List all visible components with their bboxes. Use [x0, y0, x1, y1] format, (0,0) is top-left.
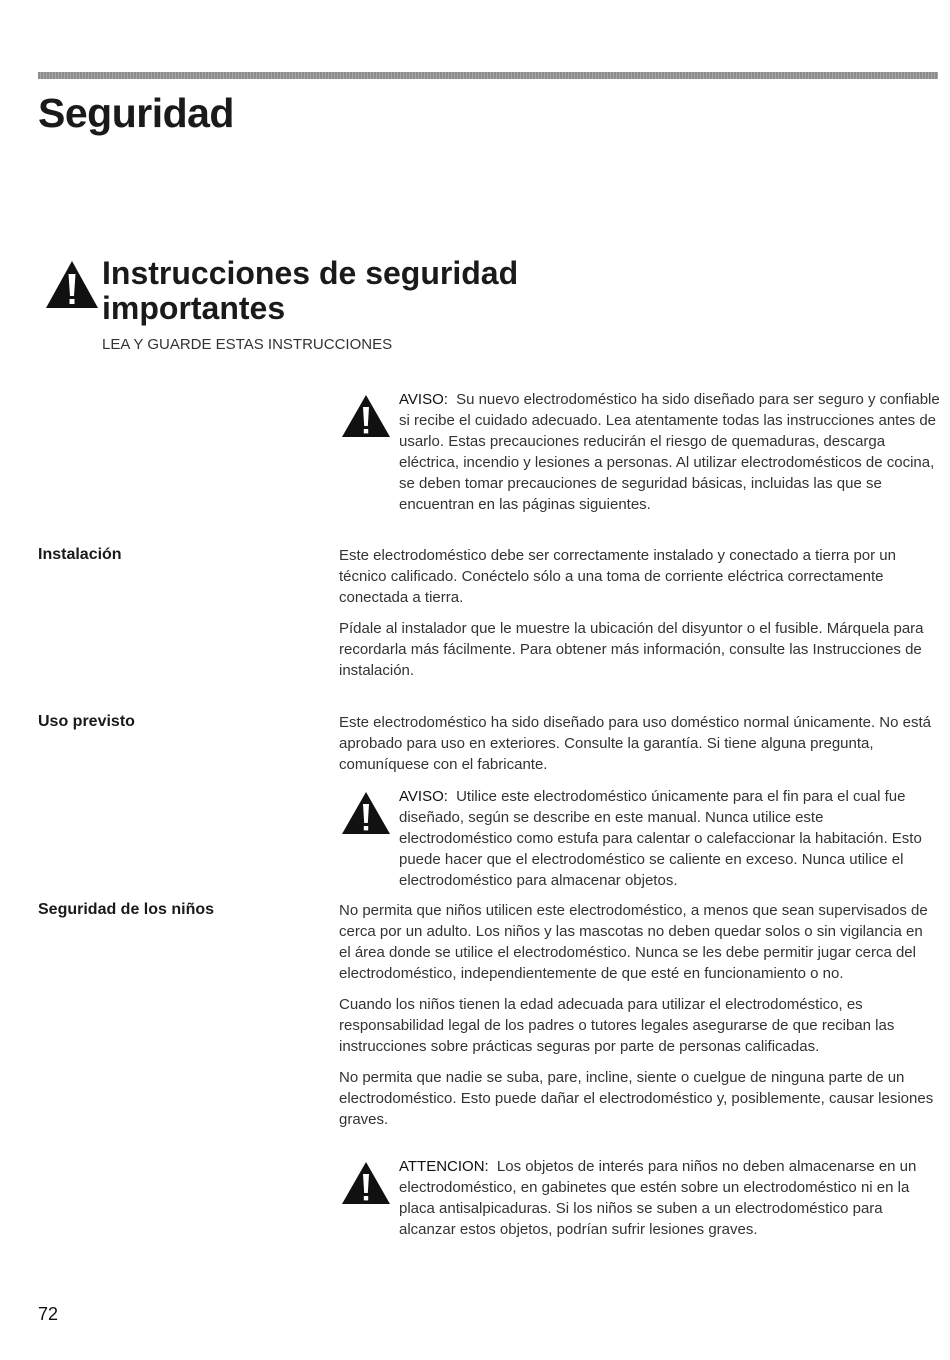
section-subtitle: LEA Y GUARDE ESTAS INSTRUCCIONES	[102, 336, 393, 353]
warning-intro	[340, 389, 940, 515]
warning-text	[399, 1156, 940, 1240]
paragraph: No permita que niños utilicen este electrodoméstico, a menos que sean supervisados de cerca por un adulto. Los niños y las mascotas no deben quedar solos o sin vigilancia en el área donde se utilice el electrodoméstico. Nunca se les debe permitir jugar cerca del electrodoméstico, independientemente de que esté en funcionamiento o no.	[339, 902, 928, 982]
page-title: Seguridad	[38, 90, 234, 136]
paragraph: Cuando los niños tienen la edad adecuada para utilizar el electrodoméstico, es responsabilidad legal de los padres o tutores legales asegurarse de que reciban las instrucciones sobre prácticas seguras por parte de personas calificadas.	[339, 996, 895, 1055]
warning-label: AVISO:	[399, 788, 448, 805]
child-safety-text	[339, 900, 934, 1140]
paragraph: No permita que nadie se suba, pare, incline, siente o cuelgue de ninguna parte de un electrodoméstico. Esto puede dañar el electrodoméstico y, posiblemente, causar lesiones graves.	[339, 1069, 934, 1128]
section-title: Instrucciones de seguridad importantes	[102, 255, 519, 326]
warning-label: AVISO:	[399, 391, 448, 408]
page-number: 72	[38, 1304, 59, 1324]
warning-child-safety	[340, 1156, 940, 1240]
warning-label: ATTENCION:	[399, 1158, 489, 1175]
warning-body: Utilice este electrodoméstico únicamente para el fin para el cual fue diseñado, según se describe en este manual. Nunca utilice este electrodoméstico como estufa para calentar o calefaccionar la habitación. Esto puede hacer que el electrodoméstico se caliente en exceso. Nunca utilice el electrodoméstico para almacenar objetos.	[399, 788, 922, 889]
intended-use-text	[339, 712, 934, 785]
warning-triangle-icon	[340, 1160, 392, 1206]
paragraph: Este electrodoméstico ha sido diseñado para uso doméstico normal únicamente. No está aprobado para uso en exteriores. Consulte la garantía. Si tiene alguna pregunta, comuníquese con el fabricante.	[339, 714, 931, 773]
warning-text	[399, 389, 940, 515]
warning-body: Los objetos de interés para niños no deben almacenarse en un electrodoméstico, en gabinetes que estén sobre un electrodoméstico ni en la placa antisalpicaduras. Si los niños se suben a un electrodoméstico para alcanzar estos objetos, podrían sufrir lesiones graves.	[399, 1158, 917, 1238]
label-intended-use: Uso previsto	[38, 713, 135, 730]
warning-text	[399, 786, 940, 891]
warning-intended-use	[340, 786, 940, 891]
label-installation: Instalación	[38, 546, 122, 563]
installation-text	[339, 545, 934, 691]
warning-triangle-icon	[340, 393, 392, 439]
paragraph: Este electrodoméstico debe ser correctamente instalado y conectado a tierra por un técnico calificado. Conéctelo sólo a una toma de corriente eléctrica correctamente conectada a tierra.	[339, 547, 896, 606]
paragraph: Pídale al instalador que le muestre la ubicación del disyuntor o el fusible. Márquela para recordarla más fácilmente. Para obtener más información, consulte las Instrucciones de instalación.	[339, 620, 924, 679]
warning-triangle-icon	[44, 258, 100, 310]
warning-body: Su nuevo electrodoméstico ha sido diseñado para ser seguro y confiable si recibe el cuidado adecuado. Lea atentamente todas las instrucciones antes de usarlo. Estas precauciones reducirán el riesgo de quemaduras, descarga eléctrica, incendio y lesiones a personas. Al utilizar electrodomésticos de cocina, se deben tomar precauciones de seguridad básicas, incluidas las que se encuentran en las páginas siguientes.	[399, 391, 940, 513]
top-rule	[38, 72, 938, 79]
label-child-safety: Seguridad de los niños	[38, 901, 215, 918]
warning-triangle-icon	[340, 790, 392, 836]
